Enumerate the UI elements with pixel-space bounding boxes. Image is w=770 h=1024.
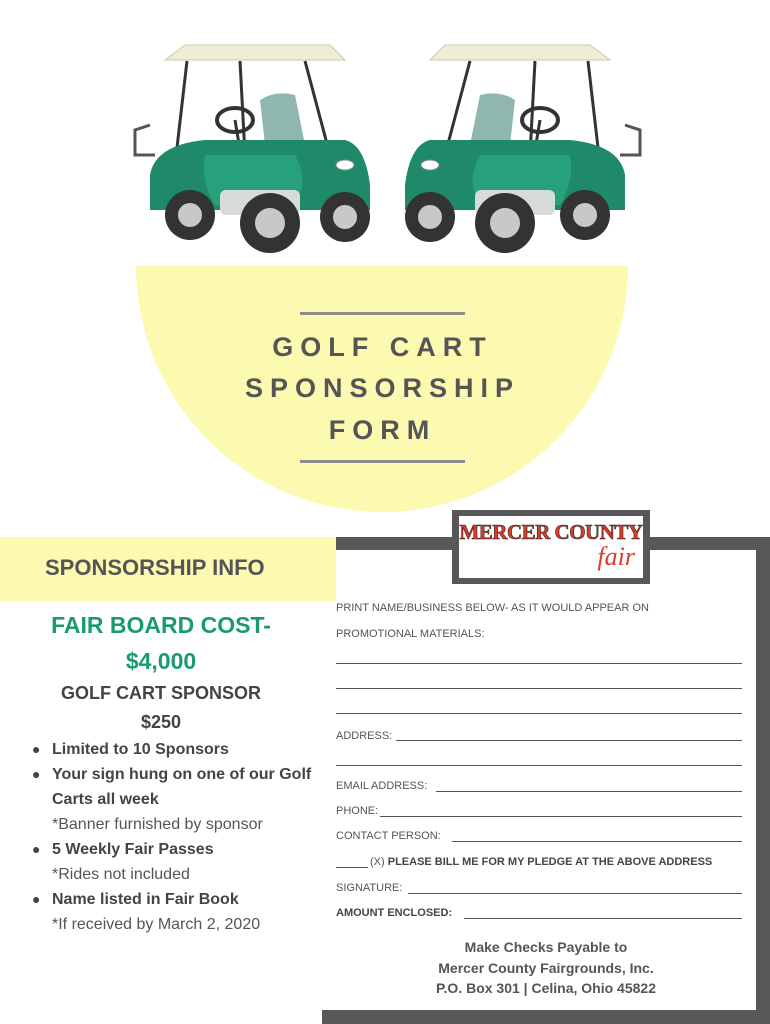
- sponsorship-info-header: [0, 537, 336, 601]
- checks-payable-line-3: P.O. Box 301 | Celina, Ohio 45822: [436, 980, 656, 996]
- name-line-1[interactable]: [336, 663, 742, 664]
- benefit-item: ● Your sign hung on one of our Golf Carts all week: [32, 766, 312, 808]
- sponsorship-info-heading: SPONSORSHIP INFO: [45, 555, 265, 580]
- form-title-line-3: FORM: [328, 415, 437, 445]
- logo-top-text: MERCER COUNTY: [459, 520, 643, 544]
- contact-person-label: CONTACT PERSON:: [336, 830, 441, 842]
- golf-cart-illustrations: [0, 0, 770, 270]
- benefits-list: [28, 737, 318, 937]
- benefit-item: ● Limited to 10 Sponsors: [32, 741, 229, 758]
- address-line-1[interactable]: [396, 740, 742, 741]
- golf-cart-sponsor-label: GOLF CART SPONSOR: [60, 683, 261, 703]
- amount-enclosed-label: AMOUNT ENCLOSED:: [336, 907, 453, 919]
- name-line-2[interactable]: [336, 688, 742, 689]
- email-line[interactable]: [436, 791, 742, 792]
- fair-board-cost-label: FAIR BOARD COST-: [51, 612, 271, 638]
- phone-line[interactable]: [380, 816, 742, 817]
- print-name-instruction-cont: PROMOTIONAL MATERIALS:: [336, 628, 485, 640]
- logo-bottom-text: fair: [597, 542, 635, 571]
- amount-enclosed-line[interactable]: [464, 918, 742, 919]
- mercer-county-fair-logo: [459, 516, 643, 578]
- address-line-2[interactable]: [336, 765, 742, 766]
- checks-payable-line-1: Make Checks Payable to: [464, 939, 628, 955]
- bill-me-label: (X) PLEASE BILL ME FOR MY PLEDGE AT THE ABOVE ADDRESS: [370, 856, 713, 868]
- form-title-line-2: SPONSORSHIP: [244, 373, 521, 403]
- print-name-instruction: PRINT NAME/BUSINESS BELOW- AS IT WOULD APPEAR ON: [336, 602, 649, 614]
- benefit-note: *If received by March 2, 2020: [52, 916, 261, 933]
- address-label: ADDRESS:: [336, 730, 393, 742]
- golf-cart-sponsor-price: $250: [140, 712, 182, 732]
- bill-me-checkbox-line[interactable]: [336, 867, 368, 868]
- benefit-item: ● Name listed in Fair Book: [32, 891, 239, 908]
- email-label: EMAIL ADDRESS:: [336, 780, 428, 792]
- benefit-note: *Banner furnished by sponsor: [52, 816, 263, 833]
- signature-line[interactable]: [408, 893, 742, 894]
- name-line-3[interactable]: [336, 713, 742, 714]
- contact-person-line[interactable]: [452, 841, 742, 842]
- title-rule-bottom: [300, 460, 465, 463]
- benefit-note: *Rides not included: [52, 866, 190, 883]
- phone-label: PHONE:: [336, 805, 379, 817]
- signature-label: SIGNATURE:: [336, 882, 403, 894]
- title-rule-top: [300, 312, 465, 315]
- checks-payable-line-2: Mercer County Fairgrounds, Inc.: [438, 960, 654, 976]
- benefit-item: ● 5 Weekly Fair Passes: [32, 841, 214, 858]
- form-title-line-1: GOLF CART: [272, 332, 493, 362]
- fair-board-cost-value: $4,000: [125, 648, 197, 674]
